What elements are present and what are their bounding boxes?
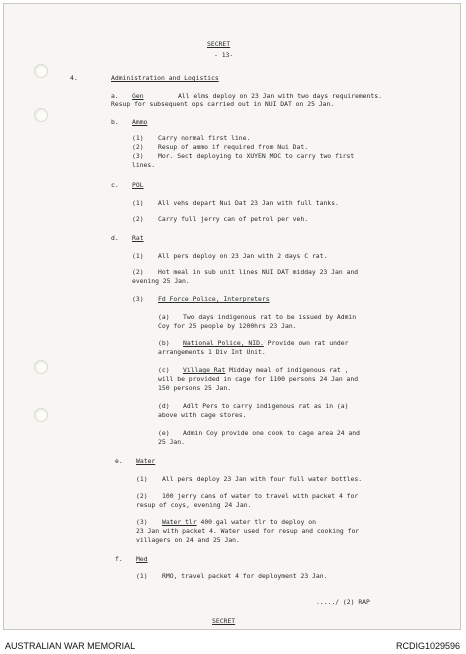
item-number: (2) xyxy=(132,268,144,276)
sub-b-label: b. xyxy=(111,118,119,126)
subitem-line1: Adlt Pers to carry indigenous rat as in (a) xyxy=(183,402,349,410)
continuation-note: ...../ (2) RAP xyxy=(316,598,370,606)
subitem-line2: arrangements 1 Div Int Unit. xyxy=(158,348,266,356)
item-number: (1) xyxy=(136,572,148,580)
section-title: Administration and Logistics xyxy=(111,74,219,82)
item-text: All vehs depart Nui Dat 23 Jan with full tanks. xyxy=(158,199,339,207)
subitem-number: (a) xyxy=(158,313,170,321)
subitem-number: (e) xyxy=(158,429,170,437)
sub-f-title: Med xyxy=(136,555,148,563)
sub-c-title: POL xyxy=(132,181,144,189)
subitem-line1: Two days indigenous rat to be issued by Admin xyxy=(183,313,357,321)
subitem-number: (b) xyxy=(158,339,170,347)
item-number: (2) xyxy=(132,215,144,223)
sub-e-label: e. xyxy=(115,457,123,465)
item-text: Fd Force Police, Interpreters xyxy=(158,295,270,303)
item-number: (2) xyxy=(132,143,144,151)
sub-c-label: c. xyxy=(111,181,119,189)
subitem-line2: above with cage stores. xyxy=(158,411,247,419)
sub-b-title: Ammo xyxy=(132,118,148,126)
subitem-line3: 150 persons 25 Jan. xyxy=(158,384,232,392)
item-number: (3) xyxy=(136,518,148,526)
item-heading: Water tlr xyxy=(162,518,197,526)
item-text: Hot meal in sub unit lines NUI DAT midday 23 Jan and xyxy=(158,268,359,276)
subitem-line1-text: Provide own rat under xyxy=(263,339,349,347)
item-number: (1) xyxy=(132,252,144,260)
subitem-line1 xyxy=(183,366,348,374)
page-number: - 13- xyxy=(214,51,234,59)
subitem-line1: Admin Coy provide one cook to cage area 24 and xyxy=(183,429,360,437)
punch-hole xyxy=(34,64,48,78)
item-number: (3) xyxy=(132,152,144,160)
item-text-cont: resup of coys, evening 24 Jan. xyxy=(136,501,252,509)
sub-f-label: f. xyxy=(115,555,123,563)
item-text: All pers deploy 23 Jan with four full water bottles. xyxy=(162,475,363,483)
punch-hole xyxy=(34,108,48,122)
subitem-number: (d) xyxy=(158,402,170,410)
item-text xyxy=(162,518,316,526)
subitem-line2: 25 Jan. xyxy=(158,438,185,446)
item-text-cont: 23 Jan with packet 4. Water used for resup and cooking for xyxy=(136,527,360,535)
subitem-line1-text: Midday meal of indigenous rat , xyxy=(225,366,349,374)
item-number: (3) xyxy=(132,295,144,303)
header-classification: SECRET xyxy=(207,40,231,48)
subitem-heading: National Police, NID. xyxy=(183,339,264,347)
archive-id: RCDIG1029596 xyxy=(395,641,460,651)
sub-d-label: d. xyxy=(111,234,119,242)
archive-name: AUSTRALIAN WAR MEMORIAL xyxy=(5,641,136,651)
subitem-number: (c) xyxy=(158,366,170,374)
sub-a-line2: Resup for subsequent ops carried out in NUI DAT on 25 Jan. xyxy=(111,100,335,108)
item-text: All pers deploy on 23 Jan with 2 days C rat. xyxy=(158,252,328,260)
sub-d-title: Rat xyxy=(132,234,144,242)
subitem-heading: Village Rat xyxy=(183,366,226,374)
punch-hole xyxy=(34,360,48,374)
item-text-cont: villagers on 24 and 25 Jan. xyxy=(136,536,240,544)
sub-a-line1: All elms deploy on 23 Jan with two days requirements. xyxy=(178,92,382,100)
sub-e-title: Water xyxy=(136,457,156,465)
sub-a-label: a. xyxy=(111,92,119,100)
section-number: 4. xyxy=(70,74,78,82)
item-text: 100 jerry cans of water to travel with packet 4 for xyxy=(162,492,359,500)
item-text-cont: evening 25 Jan. xyxy=(132,277,190,285)
archive-footer xyxy=(0,632,466,654)
item-text: Mor. Sect deploying to XUYEN MOC to carry two first xyxy=(158,152,355,160)
item-number: (1) xyxy=(136,475,148,483)
item-text: Resup of ammo if required from Nui Dat. xyxy=(158,143,309,151)
footer-classification: SECRET xyxy=(212,617,236,625)
item-text-body: 400 gal water tlr to deploy on xyxy=(196,518,316,526)
sub-a-title: Gen xyxy=(132,92,144,100)
item-number: (1) xyxy=(132,199,144,207)
subitem-line2: Coy for 25 people by 1200hrs 23 Jan. xyxy=(158,322,297,330)
item-text: Carry full jerry can of petrol per veh. xyxy=(158,215,309,223)
item-text-cont: lines. xyxy=(132,161,156,169)
item-text: RMO, travel packet 4 for deployment 23 Jan. xyxy=(162,572,328,580)
punch-hole xyxy=(34,408,48,422)
item-text: Carry normal first line. xyxy=(158,134,251,142)
item-number: (2) xyxy=(136,492,148,500)
subitem-line2: will be provided in cage for 1100 persons 24 Jan and xyxy=(158,375,359,383)
subitem-line1 xyxy=(183,339,348,347)
item-number: (1) xyxy=(132,134,144,142)
